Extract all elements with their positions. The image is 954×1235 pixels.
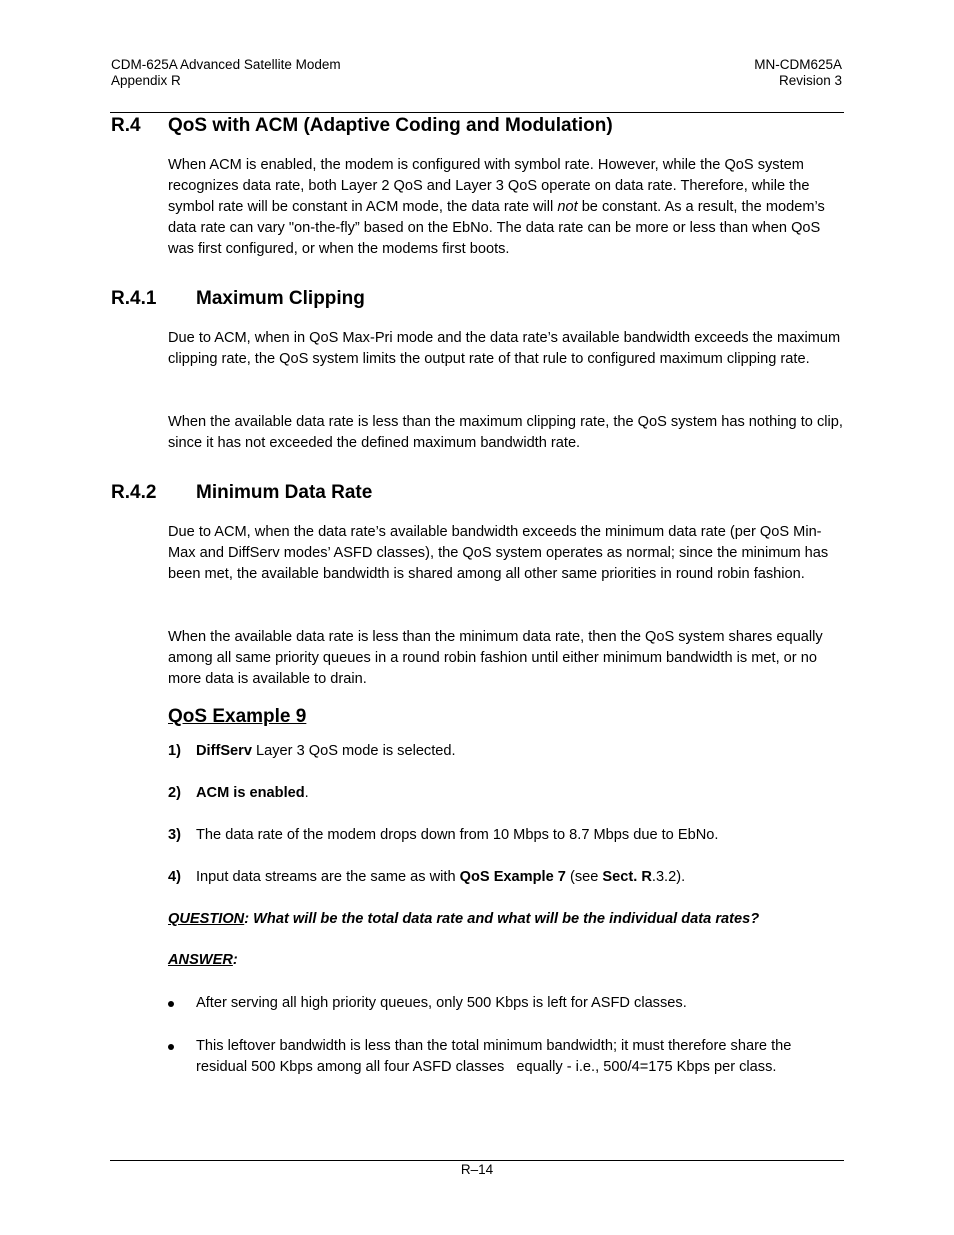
step-text: The data rate of the modem drops down from 10 Mbps to 8.7 Mbps due to EbNo. <box>196 827 719 843</box>
section-number: R.4.2 <box>111 482 157 503</box>
question <box>168 909 848 930</box>
example-reference: QoS Example 7 <box>459 869 566 885</box>
paragraph-text: be constant. As a result, the modem’s data rate can vary "on-the-fly” based on the EbNo. The data rate can be more or less than when QoS was first configured, or when the modems first boots. <box>168 199 825 257</box>
step-text: . <box>304 785 309 801</box>
section-r42-paragraph-2: When the available data rate is less than the minimum data rate, then the QoS system shares equally among all same priority queues in a round robin fashion until either minimum bandwidth is met, or no more data is available to drain. <box>168 629 823 687</box>
step-number: 1) <box>168 743 181 759</box>
page-header-left <box>111 57 341 89</box>
bullet-icon <box>168 1044 174 1050</box>
question-text: : What will be the total data rate and what will be the individual data rates? <box>244 911 760 927</box>
appendix-label: Appendix R <box>111 73 181 88</box>
section-number: R.4.1 <box>111 288 157 309</box>
header-divider <box>110 112 844 113</box>
step-number: 3) <box>168 827 181 843</box>
question-label: QUESTION <box>168 911 245 927</box>
document-title: CDM-625A Advanced Satellite Modem <box>111 57 341 72</box>
paragraph-text: When ACM is enabled, the modem is configured with symbol rate. However, while the QoS system recognizes data rate, both Layer 2 QoS and Layer 3 QoS operate on data rate. Therefore, while the symbol rate will be constant in ACM mode, the data rate will <box>168 157 810 215</box>
step-text: Layer 3 QoS mode is selected. <box>251 743 456 759</box>
step-number: 2) <box>168 785 181 801</box>
answer-label-line <box>168 950 848 971</box>
step-text: .3.2). <box>651 869 686 885</box>
step-number: 4) <box>168 869 181 885</box>
section-heading-r4 <box>111 115 846 139</box>
answer-colon: : <box>232 952 238 968</box>
section-heading-r42 <box>111 482 846 506</box>
answer-label: ANSWER <box>168 952 233 968</box>
footer-divider <box>110 1160 844 1161</box>
example-title: QoS Example 9 <box>168 706 307 727</box>
section-r41-paragraph-1: Due to ACM, when in QoS Max-Pri mode and the data rate’s available bandwidth exceeds the maximum clipping rate, the QoS system limits the output rate of that rule to configured maximum clipping rate. <box>168 330 841 367</box>
section-title: QoS with ACM (Adaptive Coding and Modulation) <box>168 115 613 136</box>
step-text: (see <box>565 869 603 885</box>
step-text: Input data streams are the same as with <box>196 869 460 885</box>
section-r4-paragraph <box>168 155 848 260</box>
section-title: Maximum Clipping <box>196 288 365 309</box>
section-title: Minimum Data Rate <box>196 482 373 503</box>
section-number: R.4 <box>111 115 141 136</box>
document-number: MN-CDM625A <box>754 57 842 72</box>
bullet-text: After serving all high priority queues, only 500 Kbps is left for ASFD classes. <box>196 995 687 1011</box>
section-heading-r41 <box>111 288 846 312</box>
page-number: R–14 <box>460 1162 494 1177</box>
step-keyword: ACM is enabled <box>196 785 305 801</box>
step-keyword: DiffServ <box>196 743 252 759</box>
emphasis-text: not <box>557 199 578 215</box>
bullet-text: This leftover bandwidth is less than the total minimum bandwidth; it must therefore share the residual 500 Kbps among all four ASFD classes equally - i.e., 500/4=175 Kbps per class. <box>196 1038 796 1075</box>
section-reference: Sect. R <box>602 869 652 885</box>
revision-label: Revision 3 <box>778 73 842 88</box>
section-r42-paragraph-1: Due to ACM, when the data rate’s available bandwidth exceeds the minimum data rate (per QoS Min-Max and DiffServ modes’ ASFD classes), the QoS system operates as normal; since the minimum has been met, the available bandwidth is shared among all other same priorities in round robin fashion. <box>168 524 829 582</box>
section-r41-paragraph-2: When the available data rate is less than the maximum clipping rate, the QoS system has nothing to clip, since it has not exceeded the defined maximum bandwidth rate. <box>168 414 843 451</box>
page-header-right <box>754 57 842 89</box>
bullet-icon <box>168 1001 174 1007</box>
